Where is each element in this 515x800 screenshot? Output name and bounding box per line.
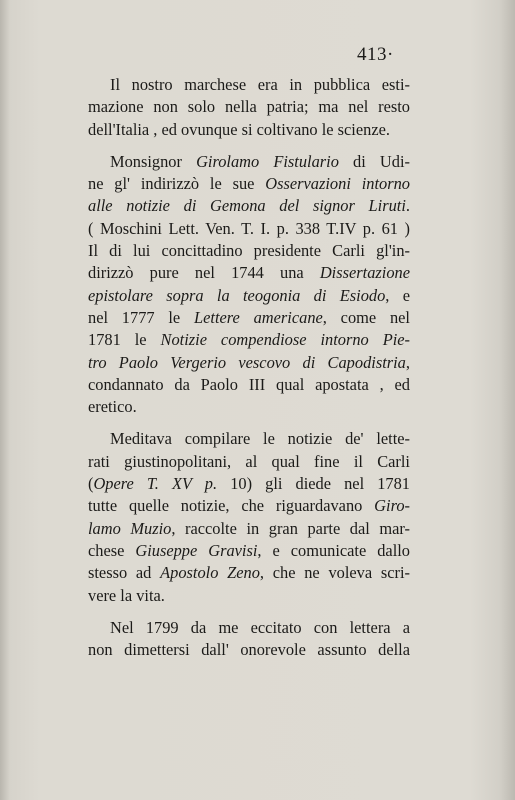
text-line <box>88 639 410 661</box>
text-line <box>88 173 410 195</box>
text-run: 10) gli diede nel 1781 <box>217 474 410 494</box>
text-run: dirizzò pure nel 1744 una <box>88 263 320 283</box>
text-run: Meditava compilare le notizie de' lette- <box>110 429 410 449</box>
paragraph <box>88 617 410 662</box>
text-run: rati giustinopolitani, al qual fine il Carli <box>88 451 410 471</box>
body-text <box>88 74 410 671</box>
text-run: nel 1777 le <box>88 307 194 327</box>
italic-text: alle notizie di Gemona del signor Liruti <box>88 196 406 216</box>
italic-text: Osservazioni intorno <box>265 174 410 194</box>
text-line <box>88 96 410 118</box>
text-line <box>88 428 410 450</box>
text-line <box>88 151 410 173</box>
text-line <box>88 285 410 307</box>
text-run: dell'Italia , ed ovunque si coltivano le scienze. <box>88 119 390 139</box>
text-run: ( <box>88 474 94 494</box>
italic-text: Lettere americane <box>194 307 323 327</box>
text-run: , e <box>385 285 410 305</box>
text-run: , che ne voleva scri- <box>259 563 410 583</box>
text-line <box>88 585 410 607</box>
text-run: mazione non solo nella patria; ma nel resto <box>88 97 410 117</box>
text-run: Monsignor <box>110 151 197 171</box>
italic-text: epistolare sopra la teogonia di Esiodo <box>88 285 386 305</box>
paragraph <box>88 74 410 141</box>
text-line <box>88 473 410 495</box>
text-line <box>88 495 410 517</box>
italic-text: Giuseppe Gravisi <box>135 540 258 560</box>
text-line <box>88 218 410 240</box>
text-line <box>88 451 410 473</box>
italic-text: Giro- <box>374 496 410 516</box>
page-number: 413· <box>357 44 394 65</box>
text-run: vere la vita. <box>88 585 165 605</box>
italic-text: Apostolo Zeno <box>160 563 260 583</box>
paragraph <box>88 428 410 606</box>
text-line <box>88 396 410 418</box>
text-line <box>88 307 410 329</box>
italic-text: Dissertazione <box>319 263 410 283</box>
text-run: tutte quelle notizie, che riguardavano <box>88 496 375 516</box>
text-run: eretico. <box>88 397 137 417</box>
text-run: , raccolte in gran parte dal mar- <box>171 518 411 538</box>
text-run: Il nostro marchese era in pubblica esti- <box>110 75 410 94</box>
text-line <box>88 195 410 217</box>
text-line <box>88 119 410 141</box>
text-line <box>88 540 410 562</box>
paragraph <box>88 151 410 419</box>
italic-text: Notizie compendiose intorno Pie- <box>160 330 410 350</box>
text-line <box>88 240 410 262</box>
text-line <box>88 262 410 284</box>
text-run: , e comunicate dallo <box>257 540 411 560</box>
text-line <box>88 352 410 374</box>
text-run: di Udi- <box>338 151 410 171</box>
text-run: , <box>405 352 410 372</box>
text-run: . <box>405 196 410 216</box>
text-run: ( Moschini Lett. Ven. T. I. p. 338 T.IV p. 61 ) <box>88 218 410 238</box>
text-run: chese <box>88 540 136 560</box>
text-run: Nel 1799 da me eccitato con lettera a <box>110 617 410 637</box>
text-run: non dimettersi dall' onorevole assunto della <box>88 640 410 660</box>
italic-text: tro Paolo Vergerio vescovo di Capodistria <box>88 352 406 372</box>
italic-text: Girolamo Fistulario <box>196 151 339 171</box>
italic-text: lamo Muzio <box>88 518 172 538</box>
text-line <box>88 562 410 584</box>
text-line <box>88 518 410 540</box>
text-line <box>88 74 410 96</box>
text-run: 1781 le <box>88 330 161 350</box>
text-line <box>88 329 410 351</box>
text-run: stesso ad <box>88 563 161 583</box>
text-line <box>88 374 410 396</box>
text-run: condannato da Paolo III qual apostata , ed <box>88 374 410 394</box>
text-run: Il di lui concittadino presidente Carli gl'in- <box>88 241 410 261</box>
text-run: , come nel <box>322 307 410 327</box>
text-line <box>88 617 410 639</box>
italic-text: Opere T. XV p. <box>93 474 218 494</box>
text-run: ne gl' indirizzò le sue <box>88 174 266 194</box>
